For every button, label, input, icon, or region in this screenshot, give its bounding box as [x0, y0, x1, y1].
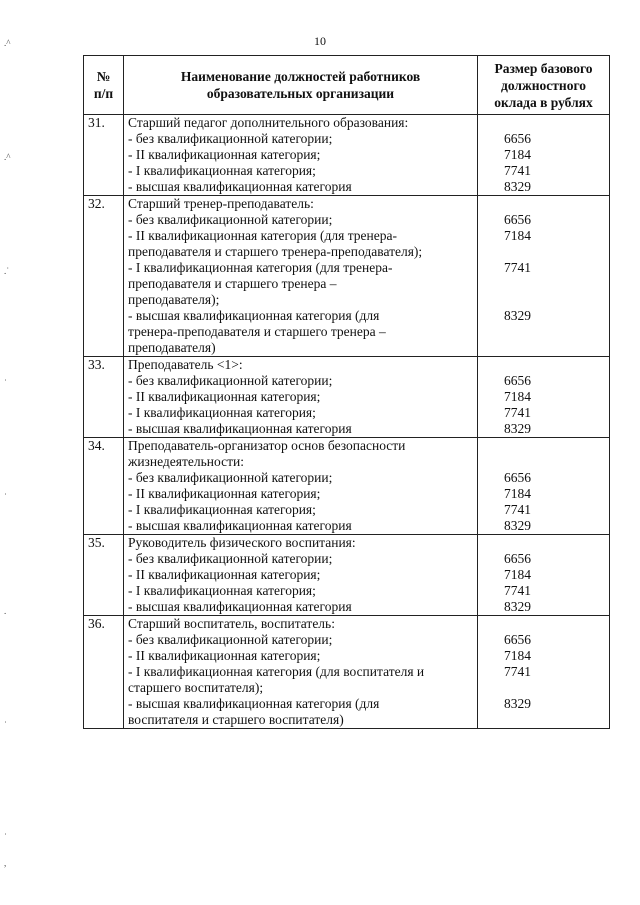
salary-value: 7741 — [504, 163, 531, 178]
position-line: - II квалификационная категория; — [128, 389, 321, 404]
table-row — [84, 535, 610, 616]
position-line: воспитателя и старшего воспитателя) — [128, 712, 344, 727]
salary-value: 6656 — [504, 131, 531, 146]
header-salary-line: должностного — [501, 77, 586, 93]
salary-value — [482, 535, 605, 551]
position-line: Преподаватель <1>: — [128, 357, 243, 372]
position-description — [124, 616, 478, 729]
margin-mark: .^ — [4, 152, 11, 162]
position-description — [124, 357, 478, 438]
position-line: - без квалификационной категории; — [128, 551, 333, 566]
base-salary-cell — [478, 438, 610, 535]
header-salary-line: Размер базового — [494, 60, 593, 76]
salary-value: 7184 — [504, 228, 531, 243]
header-number — [84, 56, 124, 115]
salary-value: 7184 — [504, 567, 531, 582]
margin-mark: .^ — [4, 38, 11, 48]
position-line: старшего воспитателя); — [128, 680, 264, 695]
salary-value: 6656 — [504, 470, 531, 485]
row-number: 33. — [84, 357, 124, 438]
row-number: 35. — [84, 535, 124, 616]
salary-value: 7741 — [504, 664, 531, 679]
table-body — [84, 115, 610, 729]
position-line: - без квалификационной категории; — [128, 373, 333, 388]
salary-value: 7184 — [504, 486, 531, 501]
position-line: Старший тренер-преподаватель: — [128, 196, 314, 211]
position-line: Преподаватель-организатор основ безопасности — [128, 438, 406, 453]
salary-value — [482, 292, 605, 308]
position-line: - высшая квалификационная категория — [128, 179, 352, 194]
header-base-salary — [478, 56, 610, 115]
salary-value: 7184 — [504, 147, 531, 162]
position-line: - высшая квалификационная категория (для — [128, 696, 380, 711]
salary-value — [482, 324, 605, 340]
header-position-line: образовательных организации — [206, 86, 395, 101]
salary-value: 8329 — [504, 599, 531, 614]
salary-value — [482, 340, 605, 356]
salary-value — [482, 616, 605, 632]
salary-value: 7184 — [504, 648, 531, 663]
position-line: - без квалификационной категории; — [128, 632, 333, 647]
page-number: 10 — [314, 34, 326, 48]
position-line: преподавателя); — [128, 292, 220, 307]
salary-value — [482, 115, 605, 131]
header-salary-line: оклада в рублях — [494, 94, 593, 110]
table-row — [84, 115, 610, 196]
position-line: - I квалификационная категория (для тренера- — [128, 260, 393, 275]
salary-value: 8329 — [504, 518, 531, 533]
position-line: - высшая квалификационная категория — [128, 421, 352, 436]
salary-value: 7741 — [504, 502, 531, 517]
salary-value: 6656 — [504, 373, 531, 388]
margin-mark: ˙ — [4, 832, 7, 842]
position-line: жизнедеятельности: — [128, 454, 244, 469]
salary-value — [482, 454, 605, 470]
table-row — [84, 196, 610, 357]
position-line: - без квалификационной категории; — [128, 131, 333, 146]
position-line: преподавателя и старшего тренера – — [128, 276, 337, 291]
base-salary-cell — [478, 357, 610, 438]
position-line: тренера-преподавателя и старшего тренера – — [128, 324, 386, 339]
salary-value — [482, 357, 605, 373]
position-line: Руководитель физического воспитания: — [128, 535, 356, 550]
salary-value — [482, 244, 605, 260]
salary-value: 6656 — [504, 212, 531, 227]
salary-value: 7741 — [504, 583, 531, 598]
position-line: - I квалификационная категория; — [128, 405, 316, 420]
salary-value: 6656 — [504, 632, 531, 647]
position-description — [124, 196, 478, 357]
header-position-name — [124, 56, 478, 115]
salary-value: 7741 — [504, 260, 531, 275]
position-line: - высшая квалификационная категория (для — [128, 308, 380, 323]
position-line: - II квалификационная категория; — [128, 648, 321, 663]
row-number: 31. — [84, 115, 124, 196]
position-description — [124, 535, 478, 616]
table-row — [84, 616, 610, 729]
margin-mark: , — [4, 858, 7, 868]
salary-value: 6656 — [504, 551, 531, 566]
salary-value — [482, 712, 605, 728]
row-number: 34. — [84, 438, 124, 535]
position-line: - I квалификационная категория; — [128, 583, 316, 598]
header-number-line: № — [96, 69, 111, 84]
salary-value — [482, 276, 605, 292]
position-line: преподавателя) — [128, 340, 216, 355]
position-line: - без квалификационной категории; — [128, 470, 333, 485]
header-position-line: Наименование должностей работников — [180, 69, 421, 84]
position-line: - высшая квалификационная категория — [128, 599, 352, 614]
position-line: Старший воспитатель, воспитатель: — [128, 616, 335, 631]
position-line: - без квалификационной категории; — [128, 212, 333, 227]
position-line: - II квалификационная категория; — [128, 567, 321, 582]
position-description — [124, 438, 478, 535]
table-header-row — [84, 56, 610, 115]
salary-value — [482, 196, 605, 212]
margin-mark: .˙ — [4, 266, 10, 276]
table-row — [84, 438, 610, 535]
header-number-line: п/п — [93, 86, 114, 101]
salary-value: 8329 — [504, 179, 531, 194]
salary-value — [482, 680, 605, 696]
position-line: - II квалификационная категория; — [128, 147, 321, 162]
position-line: преподавателя и старшего тренера-преподавателя); — [128, 244, 423, 259]
salary-value: 8329 — [504, 696, 531, 711]
base-salary-cell — [478, 535, 610, 616]
salary-value — [482, 438, 605, 454]
row-number: 36. — [84, 616, 124, 729]
salary-table — [83, 55, 610, 729]
position-line: - II квалификационная категория (для тренера- — [128, 228, 397, 243]
table-row — [84, 357, 610, 438]
base-salary-cell — [478, 196, 610, 357]
salary-value: 7184 — [504, 389, 531, 404]
position-line: - высшая квалификационная категория — [128, 518, 352, 533]
margin-mark: ˙ — [4, 720, 7, 730]
base-salary-cell — [478, 115, 610, 196]
position-line: - I квалификационная категория; — [128, 163, 316, 178]
position-description — [124, 115, 478, 196]
margin-mark: . — [4, 606, 7, 616]
salary-value: 8329 — [504, 421, 531, 436]
margin-mark: ˙ — [4, 378, 7, 388]
position-line: Старший педагог дополнительного образования: — [128, 115, 409, 130]
position-line: - II квалификационная категория; — [128, 486, 321, 501]
position-line: - I квалификационная категория; — [128, 502, 316, 517]
position-line: - I квалификационная категория (для воспитателя и — [128, 664, 425, 679]
margin-mark: ˙ — [4, 492, 7, 502]
salary-value: 7741 — [504, 405, 531, 420]
salary-value: 8329 — [504, 308, 531, 323]
row-number: 32. — [84, 196, 124, 357]
base-salary-cell — [478, 616, 610, 729]
